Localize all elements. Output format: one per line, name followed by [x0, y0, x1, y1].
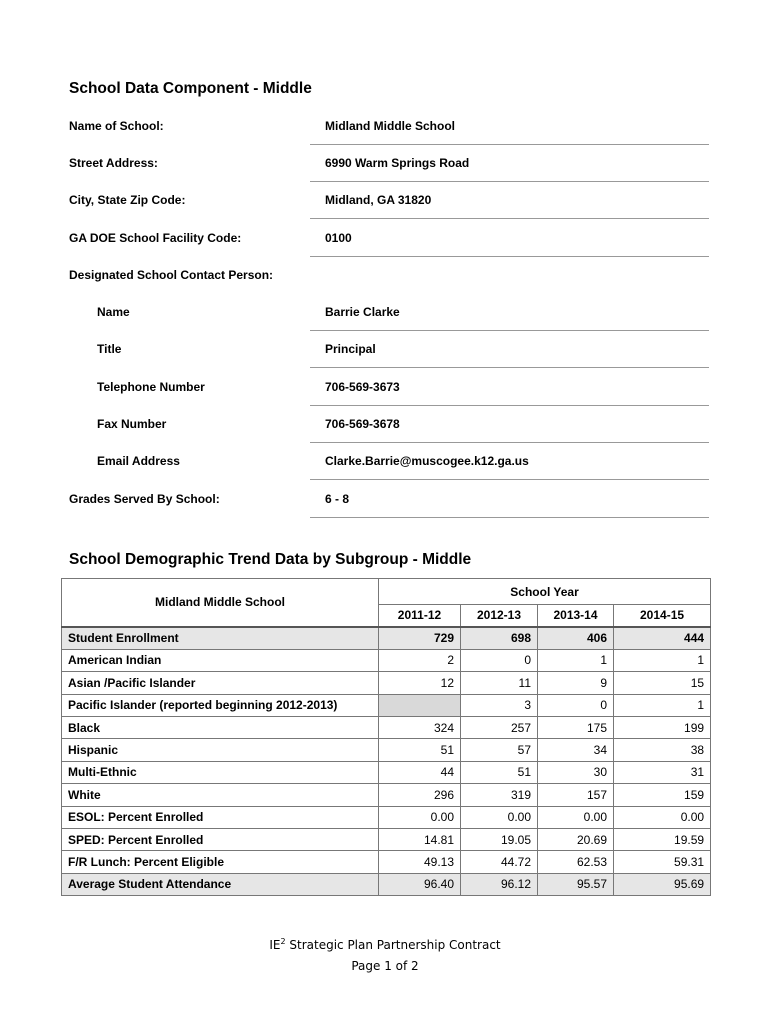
- field-value-facility-code: 0100: [325, 231, 352, 245]
- cell-value: 44: [379, 761, 461, 783]
- cell-value: 296: [379, 784, 461, 806]
- footer-contract-title: [0, 937, 770, 952]
- divider: [310, 181, 709, 182]
- cell-value: 9: [538, 672, 614, 694]
- divider: [310, 479, 709, 480]
- cell-value: 38: [614, 739, 711, 761]
- cell-value: 49.13: [379, 851, 461, 873]
- cell-value: 34: [538, 739, 614, 761]
- field-value-fax: 706-569-3678: [325, 417, 400, 431]
- cell-value: 62.53: [538, 851, 614, 873]
- field-label-school-name: Name of School:: [69, 119, 164, 133]
- cell-value: 1: [614, 694, 711, 716]
- row-label: Pacific Islander (reported beginning 2012-2013): [62, 694, 379, 716]
- footer-superscript: 2: [280, 937, 286, 946]
- row-label: SPED: Percent Enrolled: [62, 828, 379, 850]
- row-label: American Indian: [62, 649, 379, 671]
- field-value-contact-name: Barrie Clarke: [325, 305, 400, 319]
- cell-value: 0: [538, 694, 614, 716]
- cell-value: 2: [379, 649, 461, 671]
- table-row: [62, 851, 711, 873]
- field-label-title: Title: [97, 342, 122, 356]
- table-row: [62, 694, 711, 716]
- cell-value: 20.69: [538, 828, 614, 850]
- footer-page-number: Page 1 of 2: [351, 959, 419, 973]
- cell-value: 30: [538, 761, 614, 783]
- table-row: [62, 806, 711, 828]
- cell-value: 19.59: [614, 828, 711, 850]
- year-header: 2013-14: [538, 605, 614, 627]
- row-label: Black: [62, 716, 379, 738]
- section-title: School Data Component - Middle: [69, 80, 312, 97]
- cell-value: 175: [538, 716, 614, 738]
- divider: [310, 517, 709, 518]
- field-value-street: 6990 Warm Springs Road: [325, 156, 470, 170]
- cell-value: 159: [614, 784, 711, 806]
- field-label-fax: Fax Number: [97, 417, 167, 431]
- field-value-telephone: 706-569-3673: [325, 380, 400, 394]
- cell-value: 319: [461, 784, 538, 806]
- cell-value: 59.31: [614, 851, 711, 873]
- cell-value: 3: [461, 694, 538, 716]
- table-row: [62, 739, 711, 761]
- cell-value: 406: [538, 627, 614, 649]
- cell-value: 0.00: [538, 806, 614, 828]
- cell-value: 96.12: [461, 873, 538, 895]
- table-row: [62, 873, 711, 895]
- cell-value: 0.00: [379, 806, 461, 828]
- demographic-table: [61, 578, 711, 896]
- field-value-school-name: Midland Middle School: [325, 119, 455, 133]
- row-label: ESOL: Percent Enrolled: [62, 806, 379, 828]
- table-row: [62, 828, 711, 850]
- cell-value: 95.69: [614, 873, 711, 895]
- row-label: Multi-Ethnic: [62, 761, 379, 783]
- year-header: 2011-12: [379, 605, 461, 627]
- cell-value: 11: [461, 672, 538, 694]
- divider: [310, 367, 709, 368]
- row-label: Average Student Attendance: [62, 873, 379, 895]
- cell-value: 51: [461, 761, 538, 783]
- cell-value: 19.05: [461, 828, 538, 850]
- cell-value: 729: [379, 627, 461, 649]
- cell-value: 0.00: [461, 806, 538, 828]
- cell-value: 1: [538, 649, 614, 671]
- field-label-email: Email Address: [97, 454, 180, 468]
- cell-value: 698: [461, 627, 538, 649]
- divider: [310, 218, 709, 219]
- footer-suffix: Strategic Plan Partnership Contract: [285, 938, 501, 952]
- year-header: 2014-15: [614, 605, 711, 627]
- cell-value: 31: [614, 761, 711, 783]
- field-label-contact: Designated School Contact Person:: [69, 268, 274, 282]
- divider: [310, 405, 709, 406]
- field-label-telephone: Telephone Number: [97, 380, 205, 394]
- table-school-name: Midland Middle School: [62, 579, 379, 627]
- cell-value: 444: [614, 627, 711, 649]
- cell-value: 15: [614, 672, 711, 694]
- cell-value: 14.81: [379, 828, 461, 850]
- cell-value: 0: [461, 649, 538, 671]
- section-title: School Demographic Trend Data by Subgroup - Middle: [69, 551, 472, 568]
- field-value-title: Principal: [325, 342, 376, 356]
- row-label: White: [62, 784, 379, 806]
- cell-value-empty: [379, 694, 461, 716]
- cell-value: 157: [538, 784, 614, 806]
- cell-value: 0.00: [614, 806, 711, 828]
- divider: [310, 256, 709, 257]
- cell-value: 51: [379, 739, 461, 761]
- cell-value: 12: [379, 672, 461, 694]
- row-label: Student Enrollment: [62, 627, 379, 649]
- school-year-header: School Year: [379, 579, 711, 605]
- cell-value: 257: [461, 716, 538, 738]
- row-label: Hispanic: [62, 739, 379, 761]
- cell-value: 57: [461, 739, 538, 761]
- table-row: [62, 672, 711, 694]
- table-row: [62, 627, 711, 649]
- field-label-contact-name: Name: [97, 305, 130, 319]
- table-row: [62, 649, 711, 671]
- field-value-grades: 6 - 8: [325, 492, 350, 506]
- field-label-city: City, State Zip Code:: [69, 193, 186, 207]
- footer-prefix: IE: [269, 938, 281, 952]
- cell-value: 324: [379, 716, 461, 738]
- cell-value: 1: [614, 649, 711, 671]
- field-label-facility-code: GA DOE School Facility Code:: [69, 231, 242, 245]
- row-label: Asian /Pacific Islander: [62, 672, 379, 694]
- table-row: [62, 716, 711, 738]
- year-header: 2012-13: [461, 605, 538, 627]
- field-value-city: Midland, GA 31820: [325, 193, 432, 207]
- field-label-street: Street Address:: [69, 156, 158, 170]
- table-row: [62, 761, 711, 783]
- divider: [310, 330, 709, 331]
- cell-value: 95.57: [538, 873, 614, 895]
- row-label: F/R Lunch: Percent Eligible: [62, 851, 379, 873]
- divider: [310, 442, 709, 443]
- field-label-grades: Grades Served By School:: [69, 492, 220, 506]
- cell-value: 96.40: [379, 873, 461, 895]
- field-value-email: Clarke.Barrie@muscogee.k12.ga.us: [325, 454, 529, 468]
- cell-value: 199: [614, 716, 711, 738]
- table-row: [62, 784, 711, 806]
- divider: [310, 144, 709, 145]
- cell-value: 44.72: [461, 851, 538, 873]
